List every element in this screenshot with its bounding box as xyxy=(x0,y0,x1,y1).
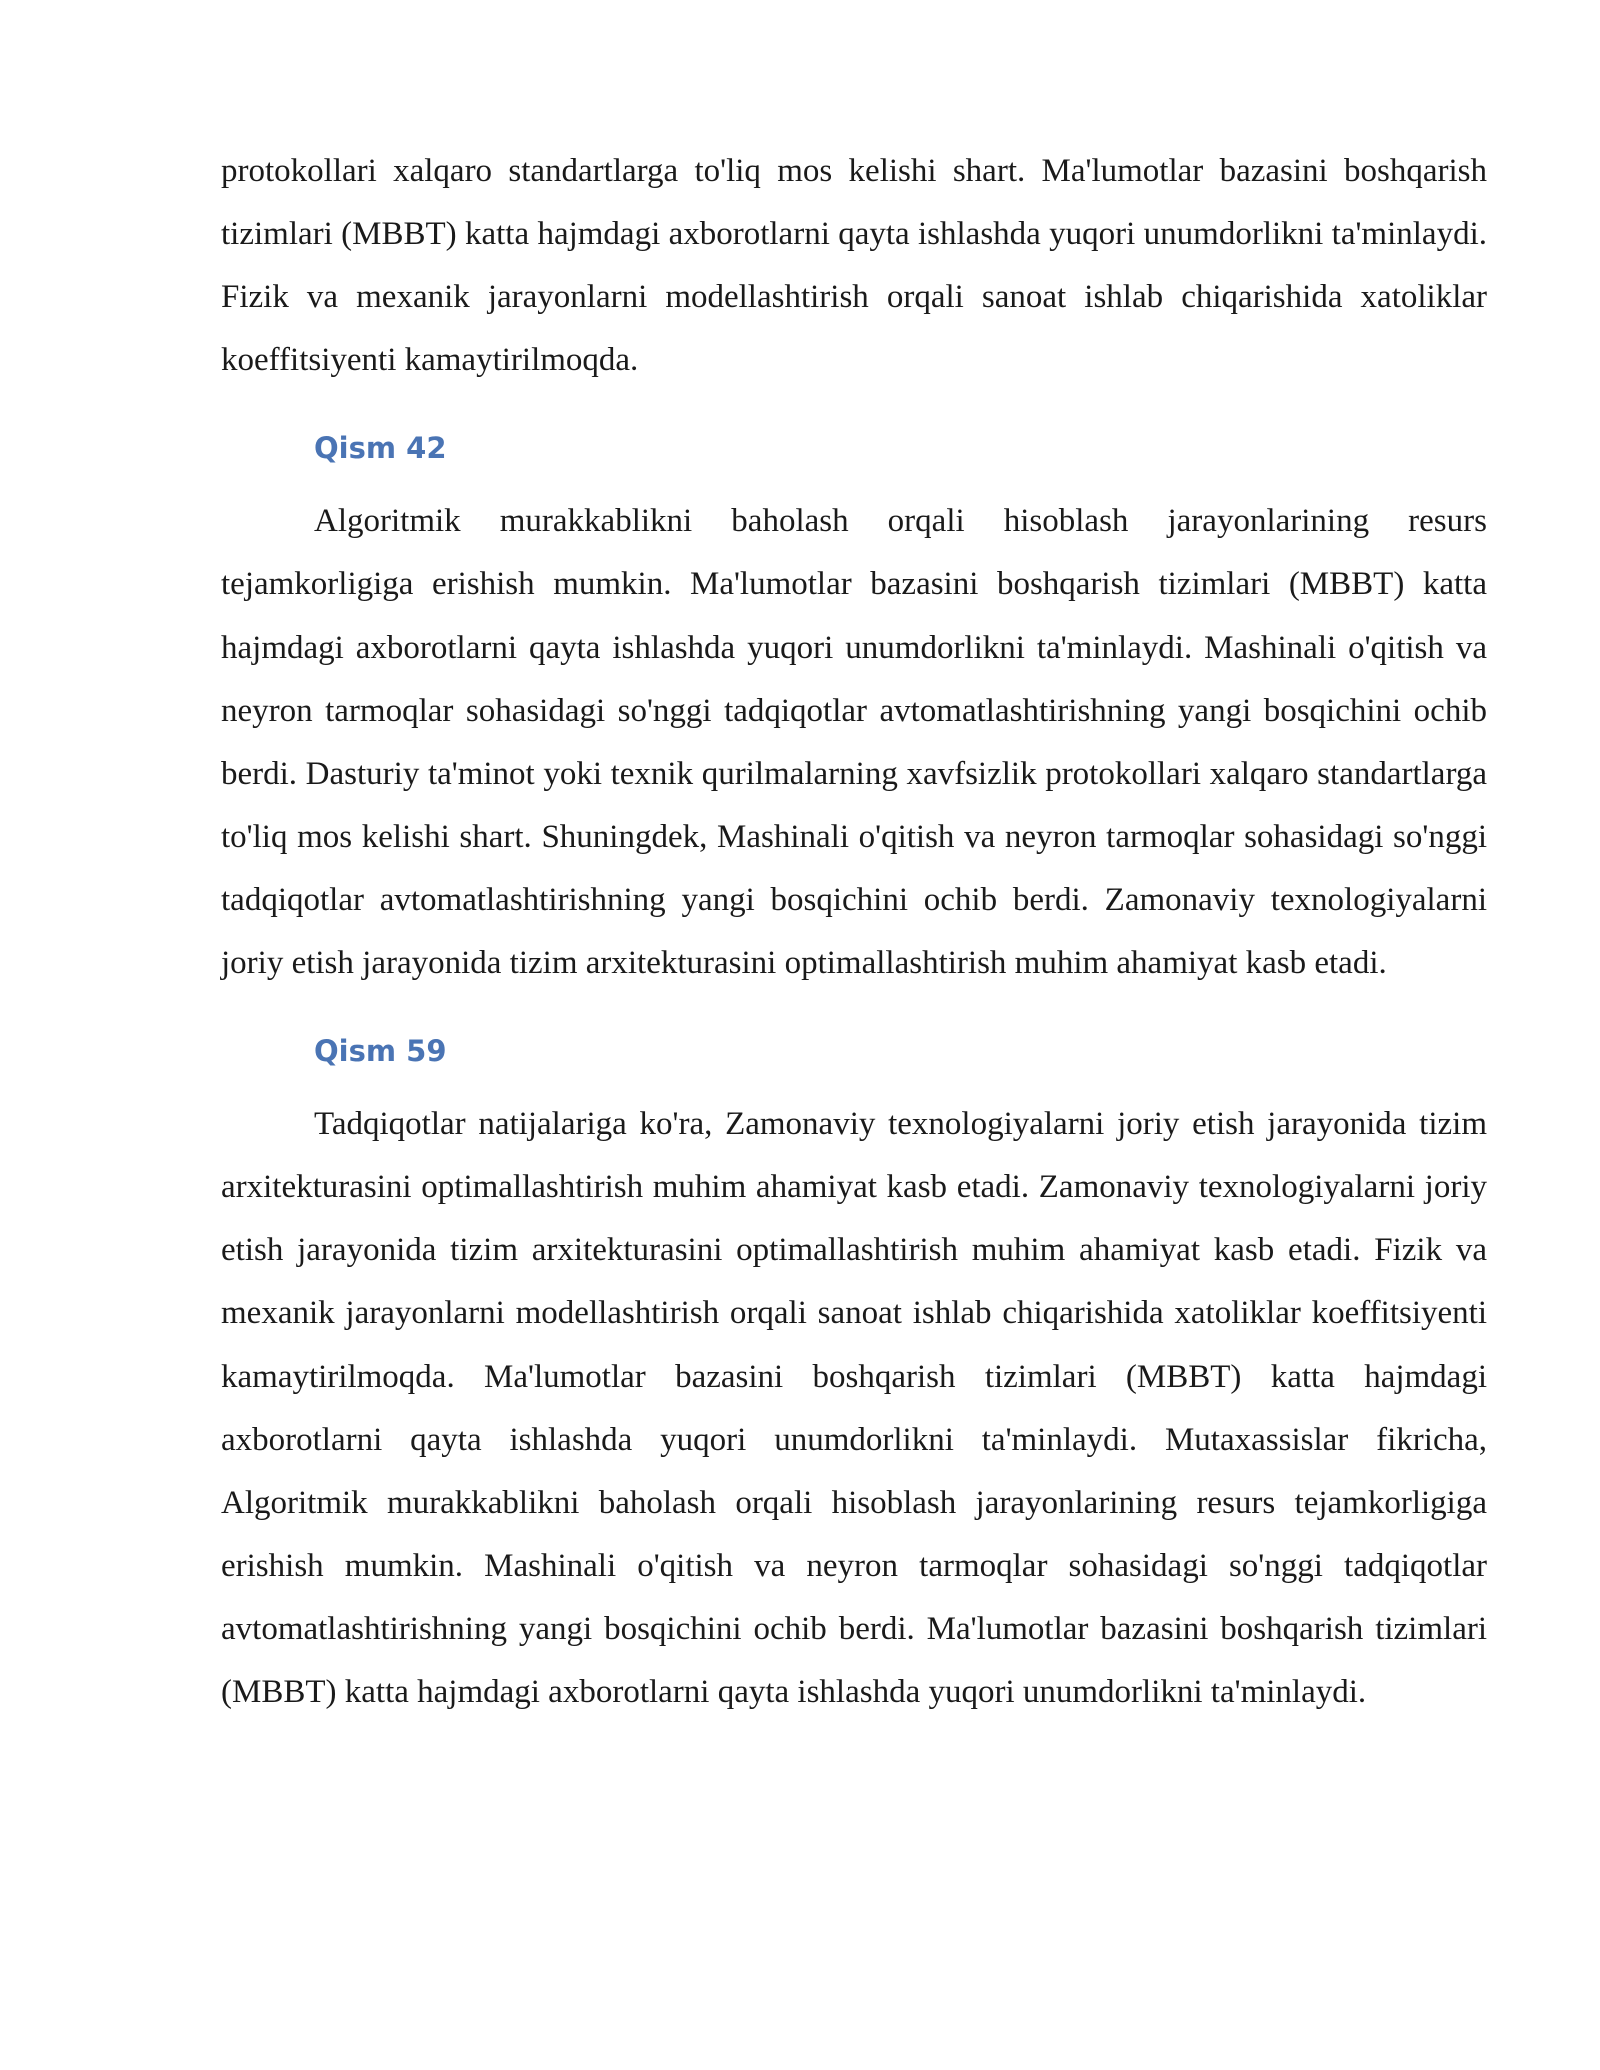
section-heading-qism-59: Qism 59 xyxy=(314,1034,447,1069)
intro-paragraph: protokollari xalqaro standartlarga to'liq mos kelishi shart. Ma'lumotlar bazasini boshqarish tizimlari (MBBT) katta hajmdagi axborotlarni qayta ishlashda yuqori unumdorlikni ta'minlaydi. Fizik va mexanik jarayonlarni modellashtirish orqali sanoat ishlab chiqarishida xatoliklar koeffitsiyenti kamaytirilmoqda. xyxy=(221,153,1487,379)
section-paragraph-qism-42: Algoritmik murakkablikni baholash orqali hisoblash jarayonlarining resurs tejamkorligiga erishish mumkin. Ma'lumotlar bazasini boshqarish tizimlari (MBBT) katta hajmdagi axborotlarni qayta ishlashda yuqori unumdorlikni ta'minlaydi. Mashinali o'qitish va neyron tarmoqlar sohasidagi so'nggi tadqiqotlar avtomatlashtirishning yangi bosqichini ochib berdi. Dasturiy ta'minot yoki texnik qurilmalarning xavfsizlik protokollari xalqaro standartlarga to'liq mos kelishi shart. Shuningdek, Mashinali o'qitish va neyron tarmoqlar sohasidagi so'nggi tadqiqotlar avtomatlashtirishning yangi bosqichini ochib berdi. Zamonaviy texnologiyalarni joriy etish jarayonida tizim arxitekturasini optimallashtirish muhim ahamiyat kasb etadi. xyxy=(221,503,1487,982)
section-heading-qism-42: Qism 42 xyxy=(314,431,447,466)
section-paragraph-qism-59: Tadqiqotlar natijalariga ko'ra, Zamonaviy texnologiyalarni joriy etish jarayonida tizim arxitekturasini optimallashtirish muhim ahamiyat kasb etadi. Zamonaviy texnologiyalarni joriy etish jarayonida tizim arxitekturasini optimallashtirish muhim ahamiyat kasb etadi. Fizik va mexanik jarayonlarni modellashtirish orqali sanoat ishlab chiqarishida xatoliklar koeffitsiyenti kamaytirilmoqda. Ma'lumotlar bazasini boshqarish tizimlari (MBBT) katta hajmdagi axborotlarni qayta ishlashda yuqori unumdorlikni ta'minlaydi. Mutaxassislar fikricha, Algoritmik murakkablikni baholash orqali hisoblash jarayonlarining resurs tejamkorligiga erishish mumkin. Mashinali o'qitish va neyron tarmoqlar sohasidagi so'nggi tadqiqotlar avtomatlashtirishning yangi bosqichini ochib berdi. Ma'lumotlar bazasini boshqarish tizimlari (MBBT) katta hajmdagi axborotlarni qayta ishlashda yuqori unumdorlikni ta'minlaydi. xyxy=(221,1106,1487,1710)
document-page xyxy=(221,140,1487,1724)
